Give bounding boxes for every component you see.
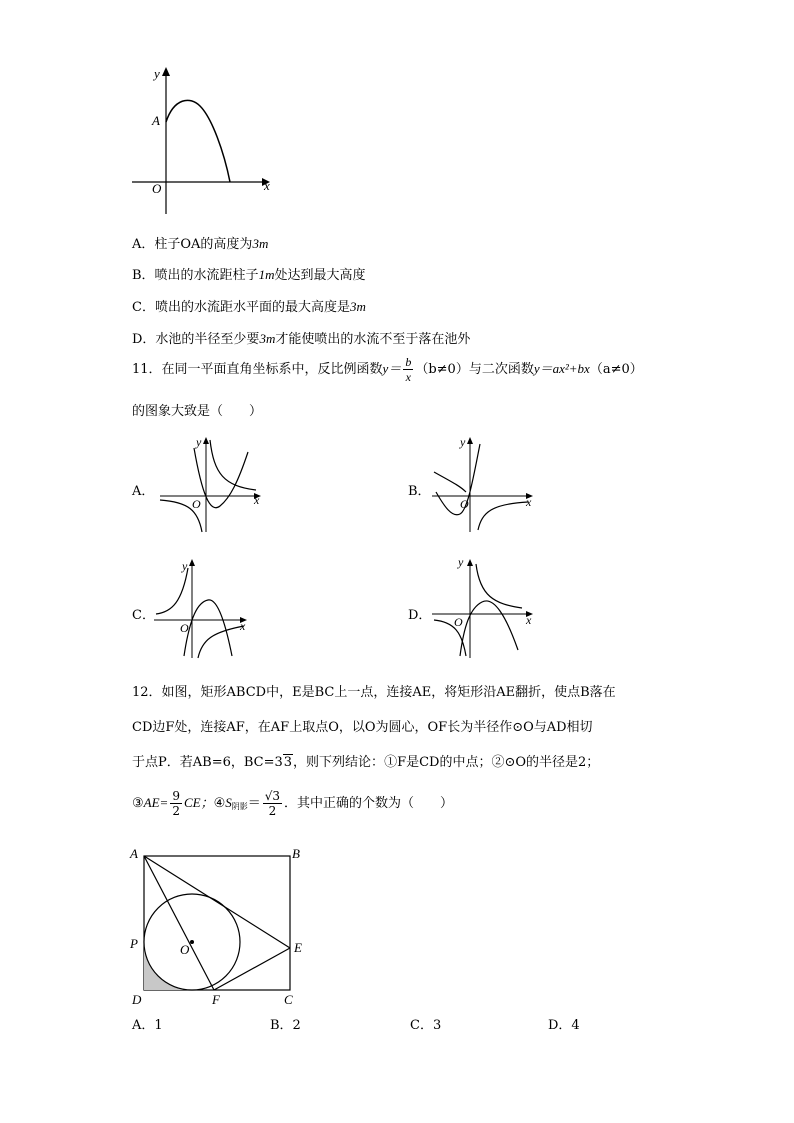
q11-frac-den: x <box>405 370 411 384</box>
q12-claim3-fraction <box>170 790 182 817</box>
q12-line3-tail: ，则下列结论： <box>293 755 385 770</box>
q11-c-y: y <box>182 559 188 573</box>
q10-option-b-suffix: 处达到最大高度 <box>274 268 366 283</box>
q12-line4 <box>132 790 453 817</box>
q12-claim3-ce: CE； <box>183 795 214 810</box>
fig-label-o: O <box>180 942 190 957</box>
q11-frac-num: b <box>405 355 412 369</box>
q10-option-d-text: D．水池的半径至少要 <box>132 332 260 347</box>
q11-quadratic: y＝ax²+bx <box>533 361 590 376</box>
q12-answer-d: D．4 <box>548 1018 580 1033</box>
q12-claim4-sub: 阴影 <box>231 802 248 811</box>
q10-option-c-text: C．喷出的水流距水平面的最大高度是 <box>132 300 350 315</box>
graph-origin-label: O <box>152 181 162 196</box>
q11-choice-d-label: D． <box>408 608 432 623</box>
q12-line1: 12．如图，矩形ABCD中，E是BC上一点，连接AE，将矩形沿AE翻折，使点B落在 <box>132 685 616 700</box>
q11-a-x: x <box>254 493 260 507</box>
q11-a-y: y <box>196 435 202 449</box>
q11-c-x: x <box>240 619 246 633</box>
fig-label-a: A <box>130 846 138 861</box>
q12-line3 <box>132 751 599 770</box>
q10-option-d <box>132 328 470 347</box>
q12-claim4-num: √3 <box>264 789 281 803</box>
q10-option-a-text: A．柱子OA的高度为 <box>132 237 253 252</box>
q11-choice-c-label: C． <box>132 608 155 623</box>
q12-claim4-mark: ④ <box>213 796 226 811</box>
q12-tail: ．其中正确的个数为（ ） <box>284 796 454 811</box>
q11-a-o: O <box>192 497 201 511</box>
q10-option-a <box>132 233 268 252</box>
q12-claim3-den: 2 <box>172 804 180 818</box>
q12-claim1-mark: ① <box>384 755 398 770</box>
q12-answer-b: B．2 <box>270 1018 301 1033</box>
q11-c-o: O <box>180 621 189 635</box>
rectangle-fold-figure <box>128 844 312 1004</box>
q12-sqrt3: 3 <box>283 755 293 770</box>
q12-claim4-fraction <box>263 790 282 817</box>
q10-option-b <box>132 264 365 283</box>
q12-line3-text: 于点P．若AB=6，BC=3 <box>132 755 283 770</box>
q10-option-a-value: 3m <box>252 236 269 251</box>
fig-label-p: P <box>130 936 138 951</box>
q11-graph-d <box>430 556 540 660</box>
q12-claim2-mark: ② <box>491 755 505 770</box>
q11-choice-b-label: B． <box>408 484 431 499</box>
q11-cond2: （a≠0） <box>589 362 643 377</box>
q12-claim3-mark: ③ <box>132 796 144 811</box>
q10-option-b-text: B．喷出的水流距柱子 <box>132 268 259 283</box>
q11-d-x: x <box>526 613 532 627</box>
fig-label-f: F <box>212 992 220 1004</box>
fig-label-b: B <box>292 846 300 861</box>
q12-claim3-num: 9 <box>172 789 180 803</box>
q10-option-c-value: 3m <box>349 299 366 314</box>
q12-answer-a: A．1 <box>132 1018 163 1033</box>
q11-stem-line2: 的图象大致是（ ） <box>132 404 263 419</box>
q11-b-x: x <box>526 495 532 509</box>
q11-y-eq: y＝ <box>382 361 402 376</box>
q11-choice-a-label: A． <box>132 484 155 499</box>
q10-option-d-value: 3m <box>259 331 276 346</box>
q11-graph-c <box>152 556 262 660</box>
fountain-graph <box>128 62 278 222</box>
q12-claim4-s: S <box>225 795 232 810</box>
fig-label-d: D <box>132 992 142 1004</box>
q11-stem-text: 11．在同一平面直角坐标系中，反比例函数 <box>132 362 383 377</box>
q12-claim1: F是CD的中点； <box>397 755 492 770</box>
graph-point-a: A <box>152 113 160 128</box>
fig-label-c: C <box>284 992 293 1004</box>
q10-option-b-value: 1m <box>258 267 275 282</box>
q12-answer-c: C．3 <box>410 1018 442 1033</box>
q11-d-o: O <box>454 615 463 629</box>
q12-claim4-eq: ＝ <box>247 796 261 811</box>
q11-d-y: y <box>458 556 464 569</box>
q12-claim3-ae: AE= <box>143 795 169 810</box>
q11-fraction <box>403 356 413 383</box>
graph-y-label: y <box>154 66 160 81</box>
q12-claim4-den: 2 <box>268 804 277 818</box>
q11-b-o: O <box>460 497 469 511</box>
q11-graph-b <box>430 434 540 534</box>
q11-cond1: （b≠0）与二次函数 <box>415 362 534 377</box>
q10-option-d-suffix: 才能使喷出的水流不至于落在池外 <box>275 332 471 347</box>
q12-line2: CD边F处，连接AF，在AF上取点O，以O为圆心，OF长为半径作⊙O与AD相切 <box>132 720 593 735</box>
q10-option-c <box>132 296 366 315</box>
q11-b-y: y <box>460 435 466 449</box>
graph-x-label: x <box>264 178 270 193</box>
fig-label-e: E <box>294 940 302 955</box>
q11-stem <box>132 356 643 383</box>
q11-graph-a <box>158 434 268 534</box>
q12-claim2: ⊙O的半径是2； <box>504 755 600 770</box>
